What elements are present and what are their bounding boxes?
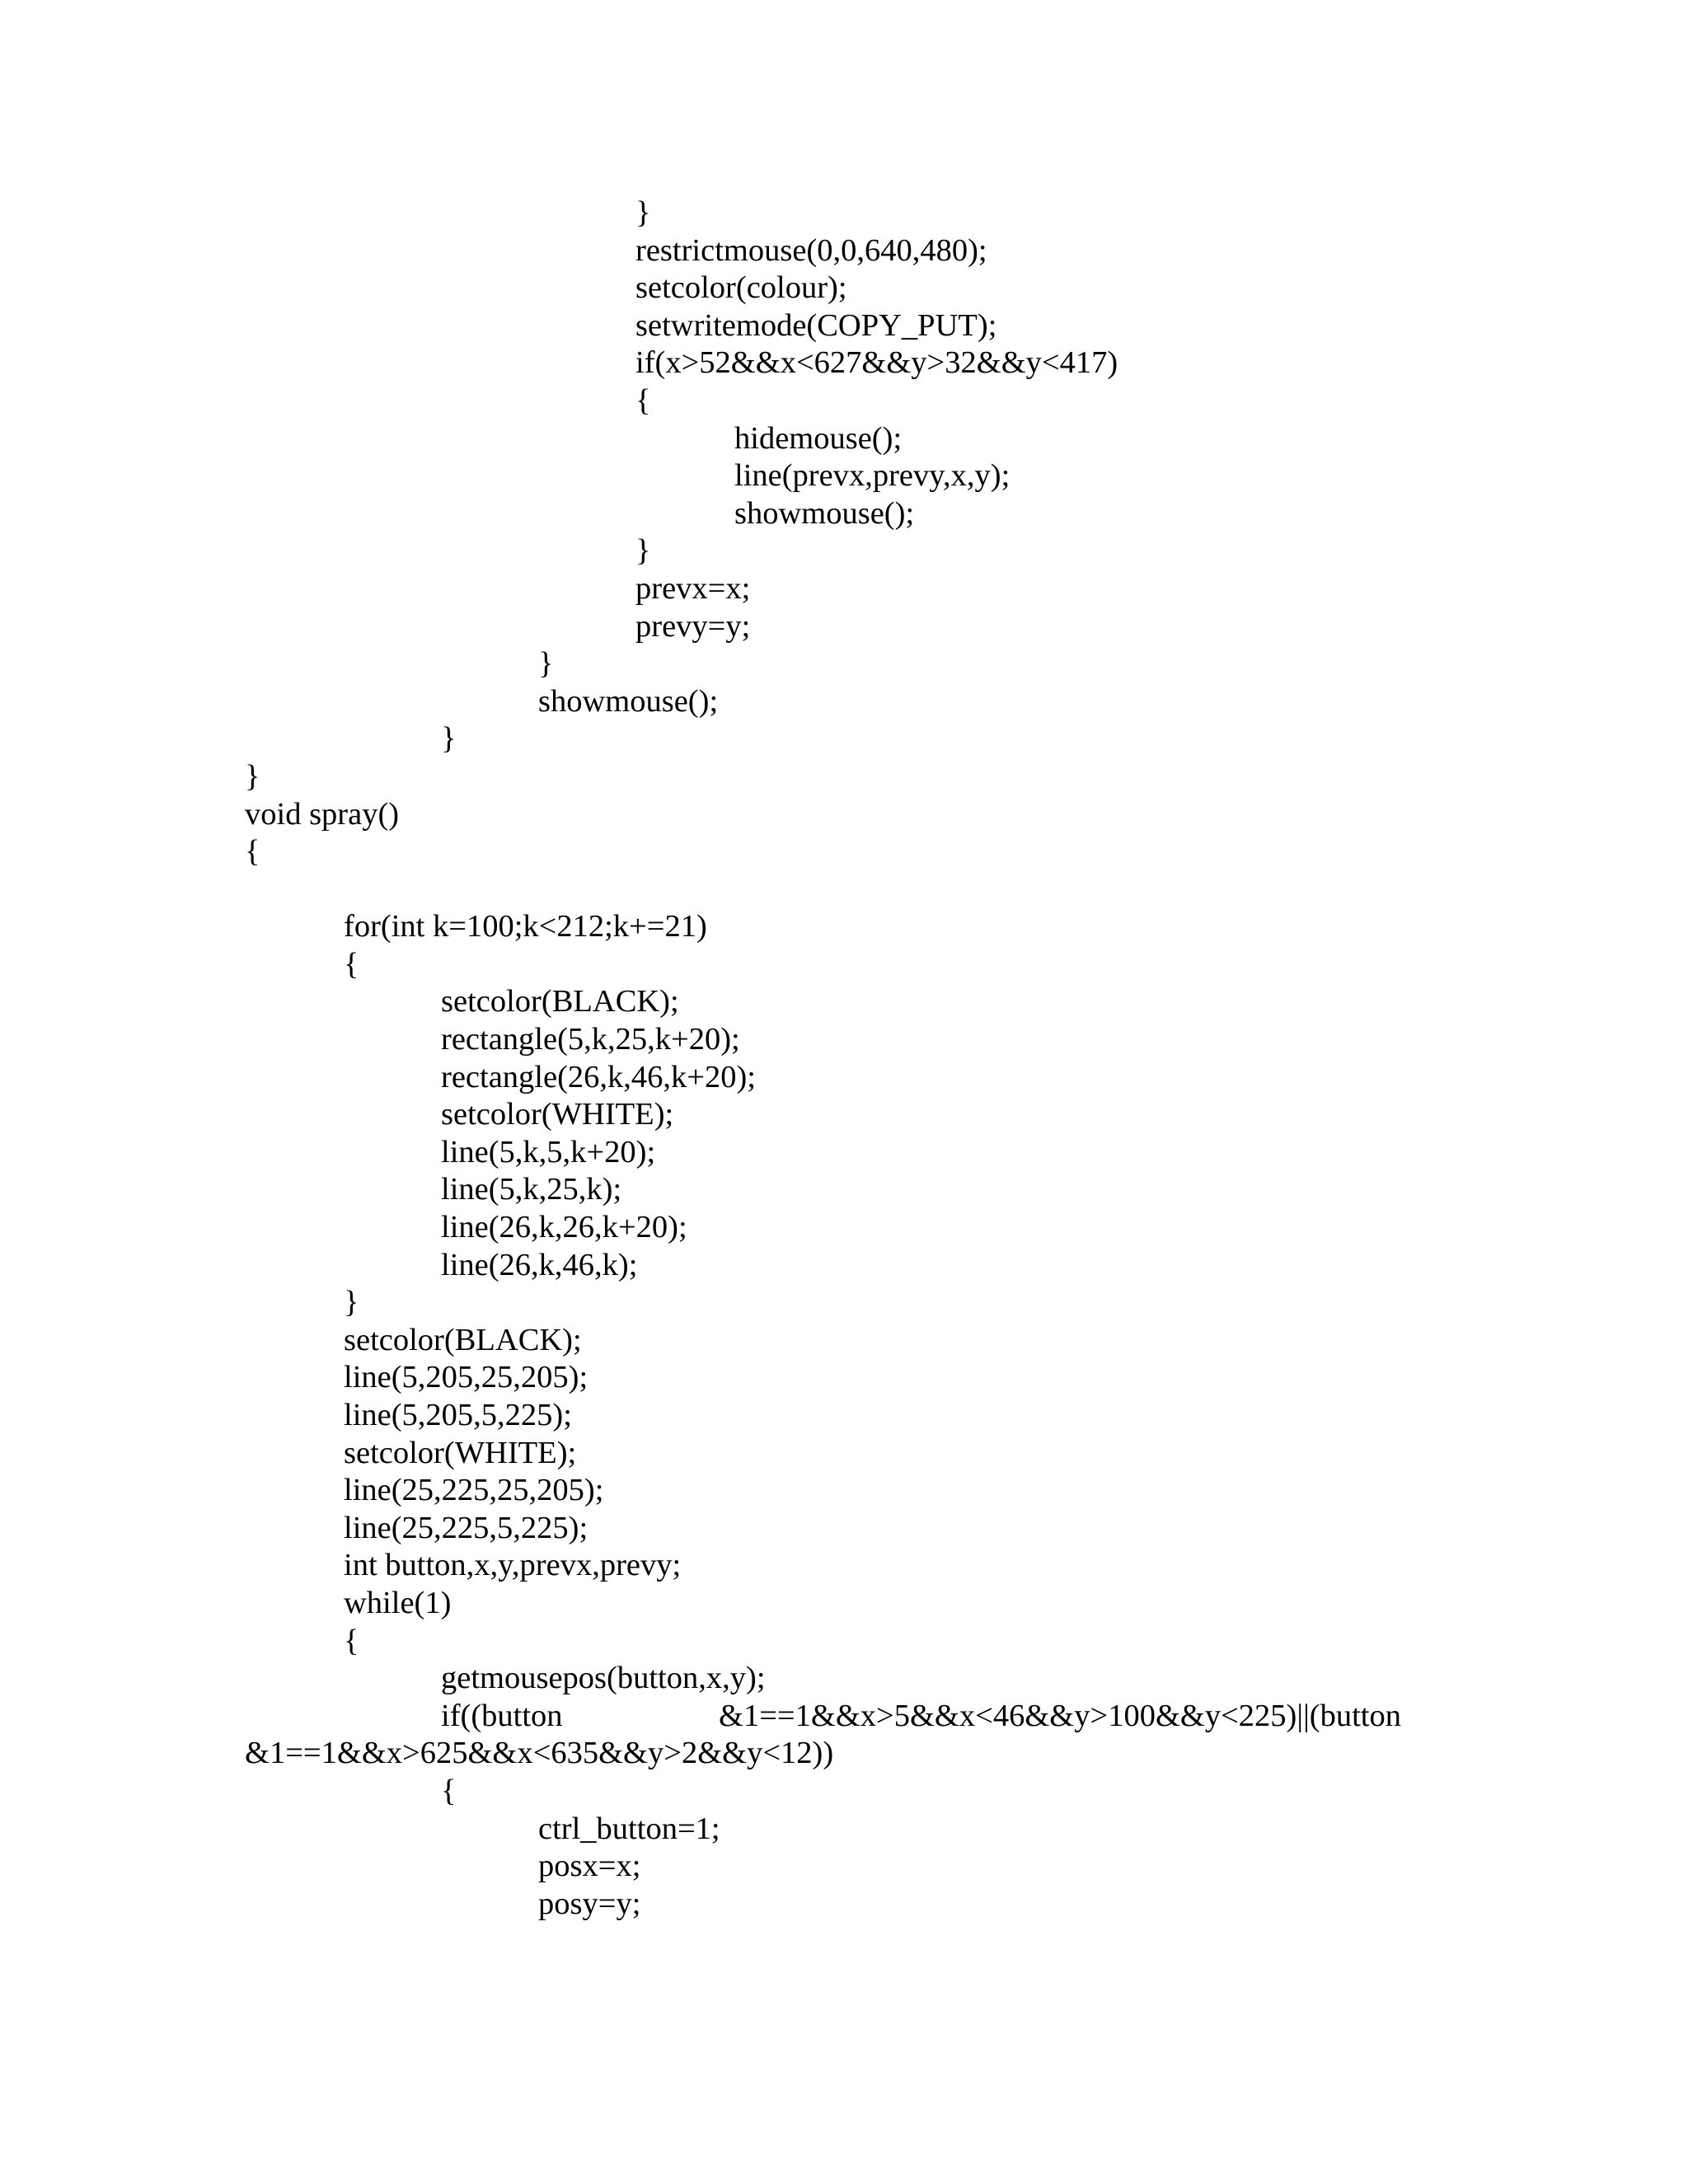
code-line: setcolor(WHITE); xyxy=(344,1435,577,1470)
code-line: line(26,k,46,k); xyxy=(441,1247,638,1282)
code-line: { xyxy=(245,834,260,869)
code-line: } xyxy=(635,195,651,230)
code-line: } xyxy=(538,646,554,682)
code-line: line(5,k,25,k); xyxy=(441,1172,622,1207)
code-line: int button,x,y,prevx,prevy; xyxy=(344,1548,682,1583)
code-line: setwritemode(COPY_PUT); xyxy=(635,307,997,343)
code-line: setcolor(BLACK); xyxy=(344,1322,582,1357)
code-line: setcolor(colour); xyxy=(635,270,847,306)
code-line: prevx=x; xyxy=(635,570,751,606)
code-line: prevy=y; xyxy=(635,608,751,644)
code-line-wrapped xyxy=(245,1698,1481,1736)
code-fragment: if((button xyxy=(441,1698,563,1733)
code-line: setcolor(WHITE); xyxy=(441,1097,674,1132)
code-line: for(int k=100;k<212;k+=21) xyxy=(344,909,707,944)
code-listing xyxy=(245,194,1481,1923)
code-line: } xyxy=(245,758,260,794)
code-line: &1==1&&x>625&&x<635&&y>2&&y<12)) xyxy=(245,1736,834,1771)
code-line: { xyxy=(344,946,359,982)
code-line: { xyxy=(441,1773,457,1808)
code-line: hidemouse(); xyxy=(734,420,903,456)
code-fragment: &1==1&&x>5&&x<46&&y>100&&y<225)||(button xyxy=(719,1698,1401,1733)
code-line: line(prevx,prevy,x,y); xyxy=(734,458,1010,494)
code-line: line(25,225,5,225); xyxy=(344,1510,588,1545)
code-line: } xyxy=(635,533,651,569)
code-line: line(5,k,5,k+20); xyxy=(441,1134,656,1169)
code-line: getmousepos(button,x,y); xyxy=(441,1661,766,1696)
code-line: { xyxy=(344,1623,359,1658)
code-line: line(25,225,25,205); xyxy=(344,1473,604,1508)
code-line: } xyxy=(441,721,457,757)
code-line: line(26,k,26,k+20); xyxy=(441,1210,687,1245)
code-line: { xyxy=(635,382,651,418)
code-line: restrictmouse(0,0,640,480); xyxy=(635,232,987,268)
code-line: posy=y; xyxy=(538,1886,641,1921)
code-line: if(x>52&&x<627&&y>32&&y<417) xyxy=(635,345,1118,381)
code-line: line(5,205,5,225); xyxy=(344,1398,572,1432)
code-line: } xyxy=(344,1285,359,1320)
code-line: line(5,205,25,205); xyxy=(344,1360,588,1395)
code-line: void spray() xyxy=(245,796,400,832)
code-line: posx=x; xyxy=(538,1849,641,1884)
code-line: while(1) xyxy=(344,1585,452,1620)
code-line: setcolor(BLACK); xyxy=(441,984,679,1019)
code-line: rectangle(5,k,25,k+20); xyxy=(441,1022,740,1057)
code-line: rectangle(26,k,46,k+20); xyxy=(441,1059,756,1094)
blank-line xyxy=(245,871,1481,909)
code-line: ctrl_button=1; xyxy=(538,1811,720,1846)
code-line: showmouse(); xyxy=(538,683,719,719)
code-line: showmouse(); xyxy=(734,495,915,531)
